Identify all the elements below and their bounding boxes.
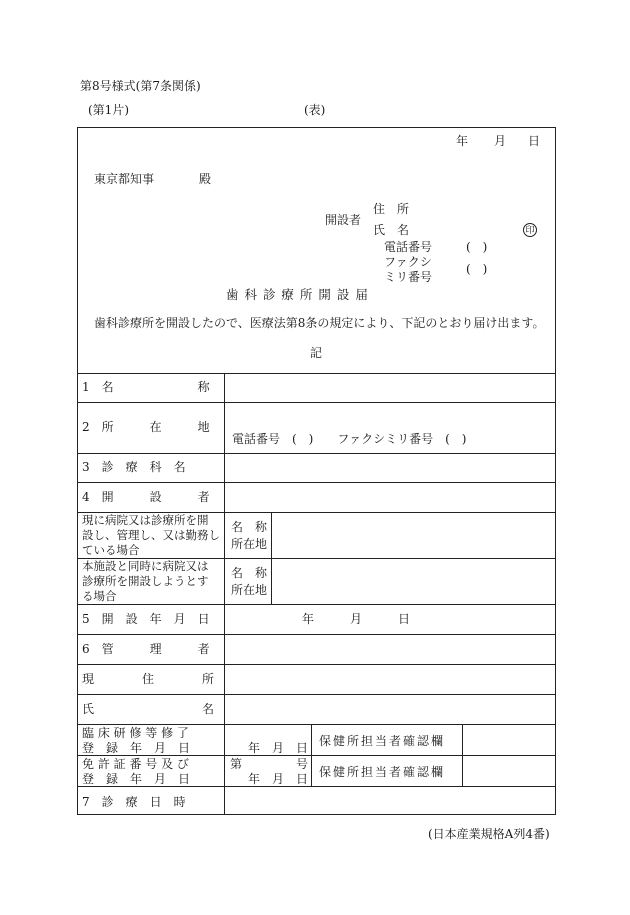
row-open-date-label: 5 開 設 年 月 日 [82,612,210,626]
row-location-label: 2 所 在 地 [82,420,210,434]
founder-address-label: 住 所 [373,202,410,216]
existing-line-3: ている場合 [82,543,140,557]
side-label: (表) [304,103,326,117]
address-field[interactable] [225,665,555,693]
concurrent-line-2: 診療所を開設しようとす [82,574,209,588]
form-number: 第8号様式(第7条関係) [80,79,201,93]
founder-fax-paren: ( ) [466,262,488,276]
existing-line-1: 現に病院又は診療所を開 [82,513,209,527]
open-date-value[interactable]: 年 月 日 [302,612,411,626]
contact-line: 電話番号 ( ) ファクシミリ番号 ( ) [232,432,467,446]
founder-fax-label-2: ミリ番号 [384,270,433,284]
founder-field[interactable] [225,483,555,511]
addressee-name: 東京都知事 [94,172,155,186]
existing-sub-location: 所在地 [231,537,268,551]
founder-phone-paren: ( ) [466,240,488,254]
seal-mark: 印 [523,223,537,237]
date-day: 日 [528,134,541,148]
health-check-2: 保健所担当者確認欄 [319,765,446,779]
manager-field[interactable] [225,635,555,663]
clinical-line-2: 登 録 年 月 日 [82,741,191,755]
row-hours-label: 7 診 療 日 時 [82,795,186,809]
row-manager-label: 6 管 理 者 [82,642,210,656]
founder-phone-label: 電話番号 [384,240,433,254]
concurrent-line-3: る場合 [82,589,117,603]
ki-label: 記 [310,346,323,360]
clinical-line-1: 臨 床 研 修 等 修 了 [82,726,189,740]
license-line-1: 免 許 証 番 号 及 び [82,757,189,771]
row-person-name-label: 氏 名 [82,702,215,716]
founder-name-label: 氏 名 [373,223,410,237]
row-address-label: 現 住 所 [82,672,215,686]
license-date[interactable]: 年 月 日 [248,772,309,786]
footer-note: (日本産業規格A列4番) [428,827,550,841]
date-month: 月 [494,134,507,148]
license-no-b: 号 [296,757,309,771]
founder-role: 開設者 [325,213,362,227]
name-field[interactable] [225,374,555,402]
license-line-2: 登 録 年 月 日 [82,772,191,786]
health-check-1: 保健所担当者確認欄 [319,734,446,748]
page-label: (第1片) [88,103,129,117]
clinical-date[interactable]: 年 月 日 [248,741,309,755]
founder-fax-label-1: ファクシ [384,255,432,269]
addressee-honorific: 殿 [199,172,212,186]
concurrent-line-1: 本施設と同時に病院又は [82,559,209,573]
person-name-field[interactable] [225,695,555,723]
existing-field[interactable] [272,513,555,558]
departments-field[interactable] [225,454,555,482]
hours-field[interactable] [225,787,555,814]
row-name-label: 1 名 称 [82,380,210,394]
existing-sub-name: 名 称 [231,520,268,534]
concurrent-field[interactable] [272,559,555,604]
row-founder-label: 4 開 設 者 [82,490,210,504]
form-title: 歯 科 診 療 所 開 設 届 [226,287,369,302]
health-check-field-2[interactable] [463,756,555,786]
intro-text: 歯科診療所を開設したので、医療法第8条の規定により、下記のとおり届け出ます。 [94,316,545,330]
concurrent-sub-name: 名 称 [231,566,268,580]
license-no-a: 第 [230,757,243,771]
concurrent-sub-location: 所在地 [231,583,268,597]
existing-line-2: 設し、管理し、又は勤務し [82,528,220,542]
row-departments-label: 3 診 療 科 名 [82,460,186,474]
date-year: 年 [456,134,469,148]
location-field[interactable] [225,403,555,427]
health-check-field-1[interactable] [463,725,555,755]
